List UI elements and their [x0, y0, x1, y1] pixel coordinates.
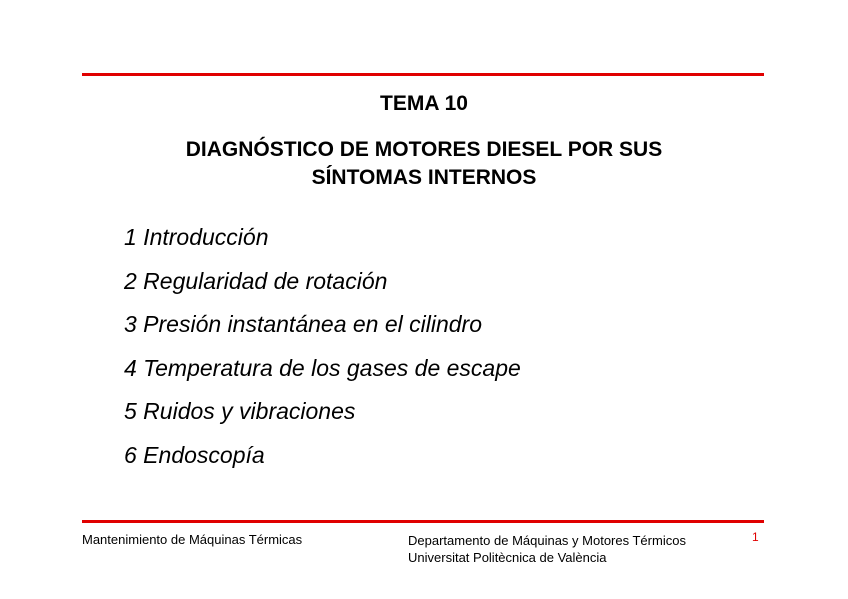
topic-item: 1 Introducción: [124, 224, 269, 250]
footer-institution: [408, 532, 686, 566]
bottom-divider: [82, 520, 764, 523]
title-line-1: DIAGNÓSTICO DE MOTORES DIESEL POR SUS: [185, 138, 663, 161]
title-line-2: SÍNTOMAS INTERNOS: [311, 166, 537, 189]
slide-subtitle: TEMA 10: [380, 92, 468, 115]
footer-department: Departamento de Máquinas y Motores Térmicos: [408, 533, 686, 548]
slide-title: [100, 136, 748, 192]
page-number: 1: [752, 530, 759, 544]
topic-item: 6 Endoscopía: [124, 441, 265, 468]
top-divider: [82, 73, 764, 76]
topic-list: [124, 222, 521, 483]
topic-item: 4 Temperatura de los gases de escape: [124, 354, 521, 381]
topic-item: 3 Presión instantánea en el cilindro: [124, 311, 483, 337]
topic-item: 2 Regularidad de rotación: [124, 267, 388, 294]
footer-course: Mantenimiento de Máquinas Térmicas: [82, 532, 303, 547]
topic-item: 5 Ruidos y vibraciones: [124, 398, 356, 424]
footer-university: Universitat Politècnica de València: [408, 550, 607, 565]
